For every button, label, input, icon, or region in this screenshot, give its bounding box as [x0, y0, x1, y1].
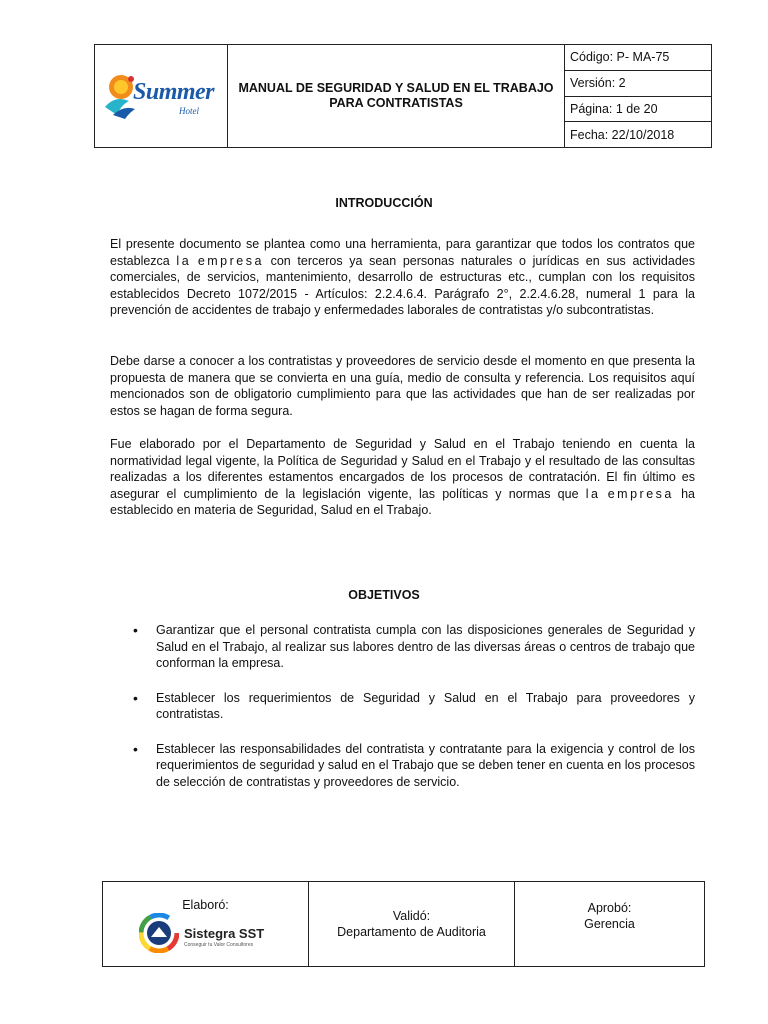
elaboro-label: Elaboró: — [182, 898, 229, 912]
logo-word: Summer — [133, 79, 215, 105]
title-line-2: PARA CONTRATISTAS — [329, 96, 463, 110]
intro-paragraph-1 — [110, 236, 695, 319]
valido-value: Departamento de Auditoria — [337, 925, 486, 939]
valido-label: Validó: — [392, 909, 431, 923]
list-item: • Garantizar que el personal contratista cumpla con las disposiciones generales de Seguridad y Salud en el Trabajo, al realizar sus labores dentro de las diversas áreas o centros de trabajo que conforman la empresa. — [133, 622, 695, 672]
codigo-field: Código: P- MA-75 — [565, 45, 711, 71]
approval-footer — [102, 881, 705, 967]
intro-p1-la: la — [176, 253, 192, 268]
intro-heading: INTRODUCCIÓN — [335, 196, 433, 210]
intro-paragraph-3 — [110, 436, 695, 519]
sistegra-tagline: Conseguir tu Valor Consultores — [184, 942, 254, 948]
fecha-field: Fecha: 22/10/2018 — [570, 127, 675, 142]
title-line-1: MANUAL DE SEGURIDAD Y SALUD EN EL TRABAJO — [238, 81, 554, 95]
intro-p3-text-a: Fue elaborado por el Departamento de Seguridad y Salud en el Trabajo teniendo en cuenta la normatividad legal vigente, la Política de Seguridad y Salud en el Trabajo y el resultado de las consultas realizadas a los diferentes estamentos encargados de los procesos de contratación. El fin último es asegurar el cumplimiento de la legislación vigente, las políticas y normas que — [110, 437, 695, 501]
sistegra-logo-icon — [139, 913, 179, 953]
intro-paragraph-2: Debe darse a conocer a los contratistas y proveedores de servicio desde el momento en que presenta la propuesta de manera que se convierta en una guía, medio de consulta y referencia. Los requisitos aquí mencionados son de obligatorio cumplimiento para que las actividades que han de ser realizadas por estos se hagan de forma segura. — [110, 354, 695, 418]
elaboro-cell — [103, 882, 309, 966]
objetivos-heading: OBJETIVOS — [348, 588, 420, 602]
aprobo-cell — [515, 882, 704, 966]
intro-p1-empresa: empresa — [197, 253, 264, 268]
valido-cell — [309, 882, 515, 966]
intro-p3-la: la — [585, 486, 601, 501]
intro-p3-empresa: empresa — [607, 486, 674, 501]
version-field: Versión: 2 — [565, 71, 711, 97]
aprobo-value: Gerencia — [584, 917, 635, 931]
sistegra-name: Sistegra SST — [184, 926, 265, 941]
aprobo-label: Aprobó: — [587, 901, 632, 915]
intro-p3-text-b: ha establecido en materia de Seguridad, Salud en el Trabajo. — [110, 486, 695, 517]
document-header — [94, 44, 712, 148]
document-metadata — [565, 45, 711, 147]
intro-p1-text-b: con terceros ya sean personas naturales o jurídicas en sus actividades comerciales, de servicios, mantenimiento, desarrollo de estructuras etc., cumplan con los requisitos establecidos Decreto 1072/2015 - Artículos: 2.2.4.6.4. Parágrafo 2°, 2.2.4.6.28, numeral 1 para la prevención de accidentes de trabajo y enfermedades laborales de contratistas y/o subcontratistas. — [110, 253, 695, 317]
document-title — [228, 45, 565, 147]
list-item: • Establecer las responsabilidades del contratista y contratante para la exigencia y control de los requerimientos de seguridad y salud en el Trabajo que se deben tener en cuenta en los procesos de selección de contratistas y proveedores de servicio. — [133, 741, 695, 791]
objetivos-list — [133, 622, 695, 808]
logo-sub: Hotel — [179, 106, 199, 116]
pagina-field: Página: 1 de 20 — [565, 97, 711, 123]
intro-p1-text-a: El presente documento se plantea como una herramienta, para garantizar que todos los contratos que establezca — [110, 237, 695, 268]
logo-cell — [95, 45, 228, 147]
list-item: • Establecer los requerimientos de Seguridad y Salud en el Trabajo para proveedores y contratistas. — [133, 690, 695, 723]
